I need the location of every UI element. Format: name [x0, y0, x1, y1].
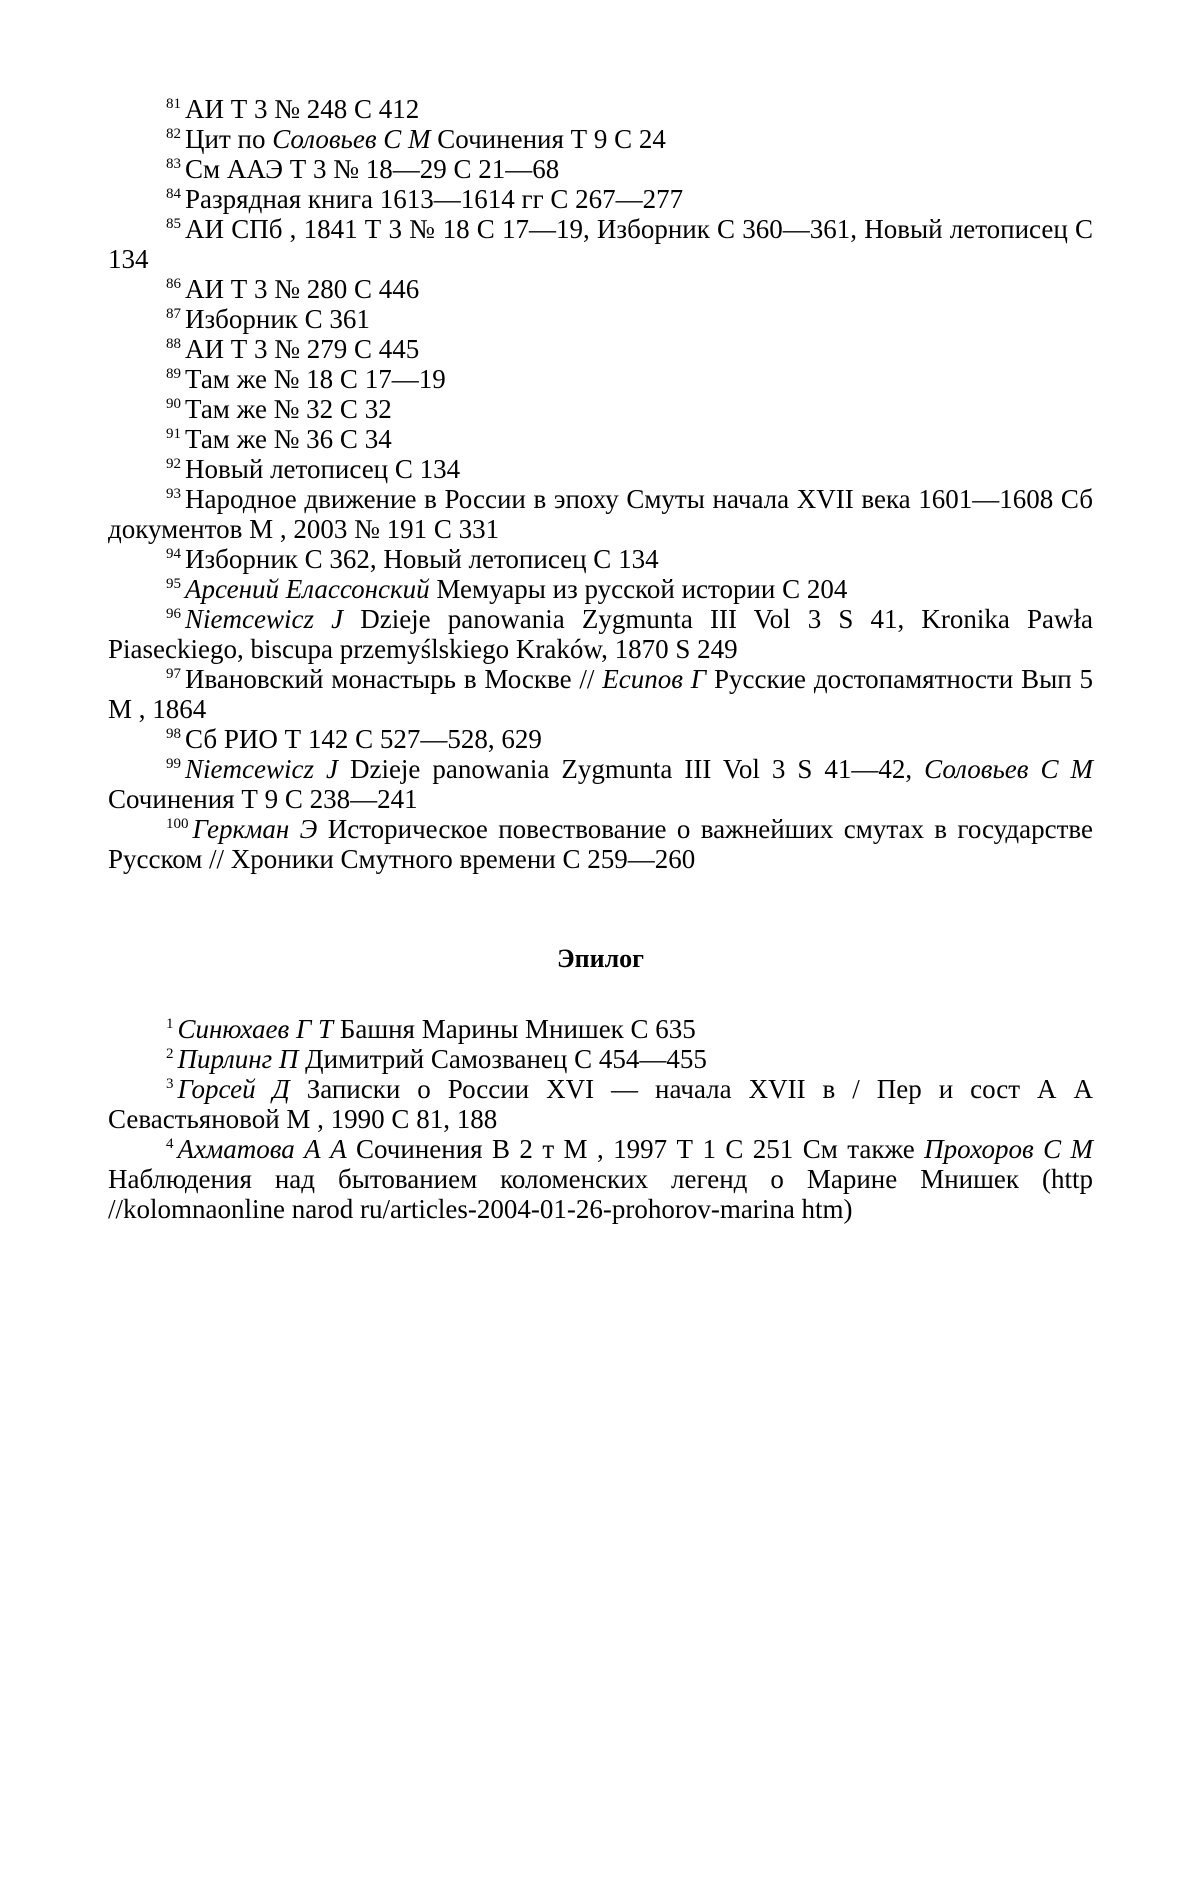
footnote-number: 4 [166, 1136, 174, 1152]
footnote-number: 82 [166, 126, 181, 142]
footnote-author: Соловьев С М [924, 754, 1093, 784]
footnote-text: Dzieje panowania Zygmunta III Vol 3 S 41, Kronika Pawła Piaseckiego, biscupa przemyślskiego Kraków, 1870 S 249 [108, 604, 1093, 664]
footnote-number: 99 [166, 756, 181, 772]
footnote-text: Изборник С 361 [185, 304, 370, 334]
footnote-number: 93 [166, 486, 181, 502]
footnote-number: 88 [166, 336, 181, 352]
footnote-text: Цит по [185, 124, 273, 154]
footnote [108, 364, 1093, 394]
footnote-text: Сочинения В 2 т М , 1997 Т 1 С 251 См также [346, 1134, 925, 1164]
footnote [108, 94, 1093, 124]
footnote [108, 454, 1093, 484]
footnote [108, 724, 1093, 754]
footnote-text: АИ СПб , 1841 Т 3 № 18 С 17—19, Изборник С 360—361, Новый летописец С 134 [108, 214, 1093, 274]
footnote-number: 2 [166, 1046, 174, 1062]
footnote-text: Сочинения Т 9 С 238—241 [108, 784, 418, 814]
footnote-author: Соловьев С М [272, 124, 431, 154]
footnote-text: Записки о России XVI — начала XVII в / Пер и сост А А Севастьяновой М , 1990 С 81, 188 [108, 1074, 1093, 1134]
footnote [108, 544, 1093, 574]
footnote-text: АИ Т 3 № 280 С 446 [185, 274, 420, 304]
footnote-author: Горсей Д [177, 1074, 290, 1104]
footnote-text: Димитрий Самозванец С 454—455 [298, 1044, 707, 1074]
footnote-text: Наблюдения над бытованием коломенских легенд о Марине Мнишек (http //kolomnaonline narod ru/articles-2004-01-26-prohorov-marina htm) [108, 1164, 1093, 1224]
footnote-text: Сочинения Т 9 С 24 [430, 124, 666, 154]
footnote-text: Разрядная книга 1613—1614 гг С 267—277 [185, 184, 684, 214]
footnote-number: 83 [166, 156, 181, 172]
footnote-text: Сб РИО Т 142 С 527—528, 629 [185, 724, 542, 754]
footnote-text: Историческое повествование о важнейших смутах в государстве Русском // Хроники Смутного времени С 259—260 [108, 814, 1093, 874]
footnote-number: 87 [166, 306, 181, 322]
footnote-number: 96 [166, 606, 181, 622]
section-title: Эпилог [557, 944, 644, 973]
footnote [108, 1134, 1093, 1224]
footnote-text: Там же № 18 С 17—19 [185, 364, 446, 394]
footnote-number: 89 [166, 366, 181, 382]
footnote [108, 154, 1093, 184]
footnote-number: 94 [166, 546, 181, 562]
footnote-text: Народное движение в России в эпоху Смуты начала XVII века 1601—1608 Сб документов М , 2003 № 191 С 331 [108, 484, 1093, 544]
footnote-author: Геркман Э [192, 814, 318, 844]
footnote-text: АИ Т 3 № 248 С 412 [185, 94, 420, 124]
footnote [108, 394, 1093, 424]
footnote [108, 304, 1093, 334]
footnote-author: Арсений Елассонский [185, 574, 430, 604]
footnote-number: 84 [166, 186, 181, 202]
footnote-number: 98 [166, 726, 181, 742]
footnote-author: Пирлинг П [177, 1044, 299, 1074]
footnote-number: 95 [166, 576, 181, 592]
footnote [108, 274, 1093, 304]
footnote [108, 124, 1093, 154]
footnote-text: Там же № 32 С 32 [185, 394, 392, 424]
footnote-number: 3 [166, 1076, 174, 1092]
footnote-number: 86 [166, 276, 181, 292]
footnote-number: 100 [166, 816, 189, 832]
footnote-number: 1 [166, 1016, 174, 1032]
footnote [108, 664, 1093, 724]
footnote-text: Новый летописец С 134 [185, 454, 461, 484]
footnote-text: Изборник С 362, Новый летописец С 134 [185, 544, 659, 574]
footnote-text: Башня Марины Мнишек С 635 [333, 1014, 696, 1044]
footnote [108, 484, 1093, 544]
footnote-author: Ахматова А А [177, 1134, 347, 1164]
footnote-number: 97 [166, 666, 181, 682]
footnote-text: См ААЭ Т 3 № 18—29 С 21—68 [185, 154, 560, 184]
footnote-text: Ивановский монастырь в Москве // [185, 664, 603, 694]
footnote [108, 214, 1093, 274]
footnote-text: Dzieje panowania Zygmunta III Vol 3 S 41—42, [337, 754, 925, 784]
footnote [108, 814, 1093, 874]
footnote-text: Русские достопамятности Вып 5 М , 1864 [108, 664, 1094, 724]
footnote-number: 90 [166, 396, 181, 412]
footnote-author: Прохоров С М [924, 1134, 1093, 1164]
footnote-author: Niemcewicz J [185, 604, 344, 634]
notes-list-bottom [108, 1014, 1093, 1224]
document-page [108, 94, 1093, 1224]
footnote-author: Синюхаев Г Т [177, 1014, 334, 1044]
footnote-text: Там же № 36 С 34 [185, 424, 392, 454]
footnote-number: 91 [166, 426, 181, 442]
footnote [108, 604, 1093, 664]
footnote [108, 574, 1093, 604]
footnote-number: 81 [166, 96, 181, 112]
footnote-text: АИ Т 3 № 279 С 445 [185, 334, 420, 364]
footnote-author: Есипов Г [602, 664, 707, 694]
footnote [108, 1014, 1093, 1044]
footnote [108, 184, 1093, 214]
footnote-text: Мемуары из русской истории С 204 [429, 574, 848, 604]
footnote [108, 754, 1093, 814]
footnote-author: Niemcewicz J [185, 754, 338, 784]
footnote-number: 85 [166, 216, 181, 232]
notes-list-top [108, 94, 1093, 874]
footnote-number: 92 [166, 456, 181, 472]
footnote [108, 424, 1093, 454]
footnote [108, 1044, 1093, 1074]
footnote [108, 334, 1093, 364]
footnote [108, 1074, 1093, 1134]
